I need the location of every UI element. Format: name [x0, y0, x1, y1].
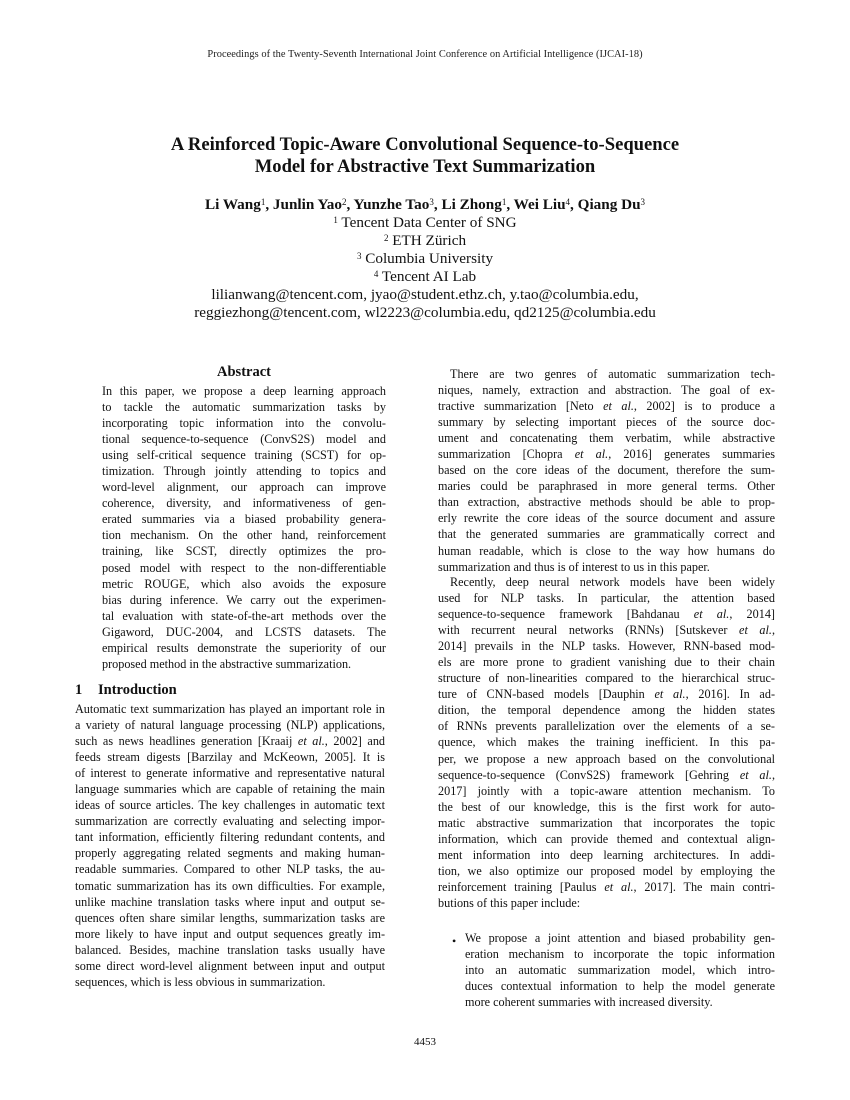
author-affiliation-mark: 4	[565, 197, 571, 207]
email-line-1: lilianwang@tencent.com, jyao@student.ethz.ch, y.tao@columbia.edu,	[211, 286, 639, 303]
text-line: ture of CNN-based models [Dauphin et al., 2016]. In ad-	[438, 687, 775, 702]
text-line: posed model with respect to the non-differentiable	[102, 560, 386, 575]
author-affiliation-mark: 2	[341, 197, 347, 207]
text-line: feeds stream digests [Barzilay and McKeown, 2005]. It is	[75, 750, 385, 765]
text-line: word-level alignment, our approach can improve	[102, 480, 386, 495]
title-line-2: Model for Abstractive Text Summarization	[254, 156, 596, 177]
text-line: summary by selecting important pieces of the source doc-	[438, 415, 775, 430]
introduction-left-column	[75, 701, 385, 990]
email-line-2: reggiezhong@tencent.com, wl2223@columbia.edu, qd2125@columbia.edu	[194, 304, 656, 321]
affiliation	[0, 232, 850, 250]
text-line: language summaries which are capable of retaining the main	[75, 782, 385, 797]
text-line: sequences, which is less obvious in summarization.	[75, 974, 326, 989]
text-line: quences often share similar lengths, summarization tasks are	[75, 910, 385, 925]
text-line: tant information, efficiently filtering redundant contents, and	[75, 830, 385, 845]
affiliation	[0, 250, 850, 268]
text-line: with recurrent neural networks (RNNs) [Sutskever et al.,	[438, 623, 775, 638]
text-line: dition, the temporal dependence among the hidden states	[438, 703, 775, 718]
text-line: reinforcement training [Paulus et al., 2017]. The main contri-	[438, 879, 775, 894]
text-line: than extraction, abstractive methods should be able to prop-	[438, 495, 775, 510]
author-name: Li Zhong	[441, 196, 502, 213]
author-name: Wei Liu	[513, 196, 566, 213]
text-line: duces contextual information to help the model generate	[465, 979, 775, 994]
text-line: There are two genres of automatic summarization tech-	[450, 367, 775, 381]
text-line: information, which can provide themed and contextual align-	[438, 831, 775, 846]
section-heading-introduction	[75, 682, 177, 699]
text-line: some direct word-level alignment between input and output	[75, 958, 385, 973]
text-line: eration mechanism to incorporate the topic information	[465, 947, 775, 962]
text-line: to tackle the automatic summarization tasks by	[102, 400, 386, 415]
abstract-heading: Abstract	[217, 364, 271, 380]
author-name: Qiang Du	[577, 196, 641, 213]
text-line: timization. Through jointly attending to topics and	[102, 464, 386, 479]
text-line: structure of non-linearities compared to the hierarchical struc-	[438, 671, 775, 686]
text-line: that the generated summaries are grammatically correct and	[438, 527, 775, 542]
text-line: empirical results demonstrate the superiority of our	[102, 640, 386, 655]
text-line: tractive summarization [Neto et al., 2002] is to produce a	[438, 399, 775, 414]
text-line: per, we propose a new approach based on the convolutional	[438, 751, 775, 766]
text-line: maries could be paraphrased in more general terms. Other	[438, 479, 775, 494]
text-line: niques, namely, extraction and abstraction. The goal of ex-	[438, 383, 775, 398]
text-line: ument and concatenating them verbatim, while abstractive	[438, 431, 775, 446]
text-line: readable summaries. Compared to other NLP tasks, the au-	[75, 862, 385, 877]
text-line: tion mechanism. On the other hand, reinforcement	[102, 528, 386, 543]
text-line: proposed method in the abstractive summarization.	[102, 656, 352, 671]
text-line: 2017] jointly with a topic-aware attention mechanism. To	[438, 783, 775, 798]
bullet-icon: •	[452, 934, 457, 948]
proceedings-header: Proceedings of the Twenty-Seventh International Joint Conference on Artificial Intelligence (IJCAI-18)	[207, 49, 643, 60]
text-line: els are more prone to gradient vanishing due to their chain	[438, 655, 775, 670]
affiliation-name: Columbia University	[365, 250, 494, 267]
text-line: ment information into deep learning architectures. In addi-	[438, 847, 775, 862]
text-line: metric ROUGE, which also avoids the exposure	[102, 576, 386, 591]
abstract-body	[102, 383, 386, 672]
text-line: such as news headlines generation [Kraaij et al., 2002] and	[75, 734, 386, 749]
text-line: using self-critical sequence training (SCST) for op-	[102, 448, 386, 463]
text-line: human readable, which is close to the way how humans do	[438, 543, 775, 558]
text-line: into an automatic summarization model, which intro-	[465, 963, 775, 978]
text-line: tional sequence-to-sequence (ConvS2S) model and	[102, 432, 386, 447]
title-line-1: A Reinforced Topic-Aware Convolutional Sequence-to-Sequence	[170, 134, 680, 155]
text-line: tion, we also optimize our proposed model by employing the	[438, 863, 775, 878]
introduction-paragraph-recently	[438, 574, 775, 911]
text-line: training, like SCST, directly optimizes the pro-	[102, 544, 386, 559]
text-line: sequence-to-sequence framework [Bahdanau et al., 2014]	[438, 607, 775, 622]
text-line: of RNNs prevents parallelization over the elements of a se-	[438, 719, 775, 734]
affiliation-number: 2	[383, 233, 389, 243]
text-line: properly aggregating related segments and making human-	[75, 846, 385, 861]
text-line: more coherent summaries with increased diversity.	[465, 995, 713, 1010]
author-name: Junlin Yao	[272, 196, 342, 213]
text-line: tal evaluation with state-of-the-art methods over the	[102, 608, 386, 623]
text-line: sequence-to-sequence (ConvS2S) framework [Gehring et al.,	[438, 767, 775, 782]
text-line: unlike machine translation tasks where input and output se-	[75, 894, 385, 909]
text-line: In this paper, we propose a deep learning approach	[102, 384, 386, 398]
author-name: Li Wang	[204, 196, 261, 213]
contribution-bullet	[465, 930, 775, 1010]
author-list: Li Wang$^1$, Junlin Yao$^2$, Yunzhe Tao$^3$, Li Zhong$^1$, Wei Liu$^4$, Qiang Du$^3$	[204, 196, 646, 213]
section-title: Introduction	[98, 682, 177, 698]
text-line: based on the core ideas of the document, therefore the sum-	[438, 463, 775, 478]
text-line: 2014] prevails in the NLP tasks. However, RNN-based mod-	[438, 639, 775, 654]
affiliation-number: 1	[333, 215, 338, 225]
text-line: ideas of source articles. The key challenges in automatic text	[75, 798, 385, 813]
page-number: 4453	[414, 1036, 436, 1048]
text-line: incorporating topic information into the convolu-	[102, 416, 386, 431]
affiliation-number: 3	[356, 251, 362, 261]
text-line: tomatic summarization has its own difficulties. For example,	[75, 878, 385, 893]
paper-title	[0, 134, 850, 178]
author-name: Yunzhe Tao	[353, 196, 430, 213]
text-line: summarization [Chopra et al., 2016] generates summaries	[438, 447, 775, 462]
text-line: summarization and thus is of interest to us in this paper.	[438, 559, 710, 574]
text-line: coherence, diversity, and informativeness of gen-	[102, 496, 386, 511]
author-affiliation-mark: 3	[429, 197, 434, 207]
affiliation-name: ETH Zürich	[392, 232, 467, 249]
text-line: the best of our knowledge, this is the first work for auto-	[438, 799, 775, 814]
text-line: erly rewrite the core ideas of the source document and assure	[438, 511, 775, 526]
affiliation-name: Tencent Data Center of SNG	[341, 214, 517, 231]
text-line: Recently, deep neural network models have been widely	[450, 575, 775, 589]
introduction-paragraph-genres	[438, 366, 775, 575]
text-line: We propose a joint attention and biased probability gen-	[465, 931, 775, 945]
text-line: quence, which makes the training inefficient. In this pa-	[438, 735, 775, 750]
author-affiliation-mark: 1	[260, 197, 266, 207]
affiliation	[0, 268, 850, 286]
text-line: summarization are correctly evaluating and selecting impor-	[75, 814, 385, 829]
affiliation-number: 4	[373, 269, 379, 279]
text-line: matic abstractive summarization that incorporates the topic	[438, 815, 775, 830]
text-line: Gigaword, DUC-2004, and LCSTS datasets. The	[102, 624, 386, 639]
text-line: bias during inference. We carry out the experimen-	[102, 592, 386, 607]
author-affiliation-mark: 1	[501, 197, 507, 207]
affiliation-name: Tencent AI Lab	[381, 268, 477, 285]
affiliation	[0, 214, 850, 232]
text-line: used for NLP tasks. In particular, the attention based	[438, 591, 775, 606]
text-line: butions of this paper include:	[438, 895, 581, 910]
section-number: 1	[75, 682, 83, 698]
text-line: balanced. Besides, machine translation tasks usually have	[75, 942, 385, 957]
text-line: of interest to generate informative and representative natural	[75, 766, 385, 781]
text-line: a variety of natural language processing (NLP) applications,	[75, 718, 385, 733]
author-affiliation-mark: 3	[640, 197, 646, 207]
text-line: more likely to have input and output sequences greatly im-	[75, 926, 385, 941]
text-line: erated summaries via a biased probability genera-	[102, 512, 386, 527]
text-line: Automatic text summarization has played an important role in	[75, 702, 385, 716]
